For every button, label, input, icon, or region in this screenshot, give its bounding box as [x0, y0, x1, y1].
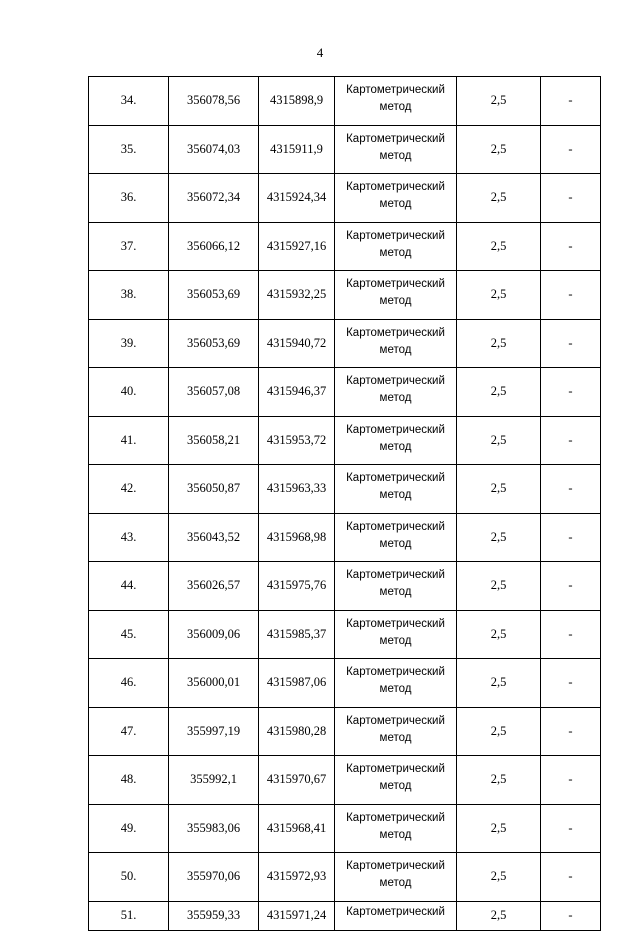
description-cell: - [541, 562, 601, 611]
table-row [89, 222, 601, 271]
accuracy-cell: 2,5 [457, 77, 541, 126]
x-coordinate-cell: 356053,69 [169, 319, 259, 368]
method-cell [335, 901, 457, 930]
method-text: метод [379, 101, 412, 113]
description-cell: - [541, 804, 601, 853]
table-row [89, 610, 601, 659]
method-text: Картометрический [346, 666, 445, 678]
method-cell [335, 756, 457, 805]
description-cell: - [541, 416, 601, 465]
method-text: метод [379, 440, 412, 453]
method-cell [335, 465, 457, 514]
accuracy-cell: 2,5 [457, 222, 541, 271]
table-row [89, 756, 601, 805]
description-cell: - [541, 174, 601, 223]
table-row [89, 562, 601, 611]
description-cell: - [541, 756, 601, 805]
table-row [89, 174, 601, 223]
x-coordinate-cell: 355997,19 [169, 707, 259, 756]
method-cell [335, 368, 457, 417]
method-text: Картометрический [346, 714, 445, 727]
x-coordinate-cell: 355992,1 [169, 756, 259, 805]
y-coordinate-cell: 4315972,93 [259, 853, 335, 902]
accuracy-cell: 2,5 [457, 416, 541, 465]
method-cell [335, 804, 457, 853]
description-cell: - [541, 271, 601, 320]
x-coordinate-cell: 355983,06 [169, 804, 259, 853]
description-cell: - [541, 465, 601, 514]
x-coordinate-cell: 356058,21 [169, 416, 259, 465]
method-text: Картометрический [346, 763, 445, 775]
method-text: метод [379, 683, 412, 695]
y-coordinate-cell: 4315940,72 [259, 319, 335, 368]
point-number-cell: 44. [89, 562, 169, 611]
method-text: Картометрический [346, 905, 445, 918]
method-text: метод [379, 731, 412, 744]
table-row [89, 513, 601, 562]
method-cell [335, 416, 457, 465]
point-number-cell: 42. [89, 465, 169, 514]
x-coordinate-cell: 356072,34 [169, 174, 259, 223]
accuracy-cell: 2,5 [457, 659, 541, 708]
table-row [89, 319, 601, 368]
x-coordinate-cell: 356050,87 [169, 465, 259, 514]
table-row [89, 271, 601, 320]
point-number-cell: 35. [89, 125, 169, 174]
x-coordinate-cell: 356026,57 [169, 562, 259, 611]
accuracy-cell: 2,5 [457, 271, 541, 320]
method-text: Картометрический [346, 472, 445, 484]
method-cell [335, 271, 457, 320]
method-text: Картометрический [346, 229, 445, 242]
y-coordinate-cell: 4315987,06 [259, 659, 335, 708]
method-cell [335, 174, 457, 223]
accuracy-cell: 2,5 [457, 756, 541, 805]
y-coordinate-cell: 4315953,72 [259, 416, 335, 465]
page-number: 4 [316, 45, 324, 60]
method-cell [335, 125, 457, 174]
method-text: Картометрический [346, 375, 445, 387]
table-row [89, 804, 601, 853]
method-text: метод [379, 343, 412, 356]
method-cell [335, 610, 457, 659]
y-coordinate-cell: 4315971,24 [259, 901, 335, 930]
x-coordinate-cell: 356057,08 [169, 368, 259, 417]
table-row [89, 659, 601, 708]
method-text: Картометрический [346, 569, 445, 581]
description-cell: - [541, 853, 601, 902]
method-text: метод [379, 586, 412, 598]
y-coordinate-cell: 4315980,28 [259, 707, 335, 756]
method-cell [335, 77, 457, 126]
method-text: метод [379, 877, 412, 889]
table-row [89, 707, 601, 756]
description-cell: - [541, 707, 601, 756]
description-cell: - [541, 368, 601, 417]
point-number-cell: 51. [89, 901, 169, 930]
y-coordinate-cell: 4315968,98 [259, 513, 335, 562]
point-number-cell: 39. [89, 319, 169, 368]
method-text: метод [379, 392, 412, 404]
method-cell [335, 222, 457, 271]
method-text: Картометрический [346, 326, 445, 339]
x-coordinate-cell: 355959,33 [169, 901, 259, 930]
accuracy-cell: 2,5 [457, 804, 541, 853]
table-row [89, 416, 601, 465]
accuracy-cell: 2,5 [457, 853, 541, 902]
point-number-cell: 40. [89, 368, 169, 417]
description-cell: - [541, 901, 601, 930]
method-cell [335, 659, 457, 708]
table-row [89, 465, 601, 514]
point-number-cell: 36. [89, 174, 169, 223]
y-coordinate-cell: 4315975,76 [259, 562, 335, 611]
description-cell: - [541, 659, 601, 708]
x-coordinate-cell: 356009,06 [169, 610, 259, 659]
description-cell: - [541, 610, 601, 659]
method-text: метод [379, 828, 412, 841]
y-coordinate-cell: 4315911,9 [259, 125, 335, 174]
point-number-cell: 49. [89, 804, 169, 853]
table-row [89, 853, 601, 902]
method-text: метод [379, 198, 412, 210]
method-text: метод [379, 149, 412, 162]
point-number-cell: 45. [89, 610, 169, 659]
table-row [89, 77, 601, 126]
method-text: Картометрический [346, 423, 445, 436]
method-text: метод [379, 780, 412, 792]
point-number-cell: 50. [89, 853, 169, 902]
y-coordinate-cell: 4315985,37 [259, 610, 335, 659]
accuracy-cell: 2,5 [457, 125, 541, 174]
method-text: Картометрический [346, 278, 445, 290]
method-text: метод [379, 246, 412, 259]
point-number-cell: 46. [89, 659, 169, 708]
table-row [89, 901, 601, 930]
point-number-cell: 34. [89, 77, 169, 126]
x-coordinate-cell: 356066,12 [169, 222, 259, 271]
y-coordinate-cell: 4315970,67 [259, 756, 335, 805]
method-text: Картометрический [346, 181, 445, 193]
method-text: Картометрический [346, 811, 445, 824]
point-number-cell: 37. [89, 222, 169, 271]
x-coordinate-cell: 356000,01 [169, 659, 259, 708]
y-coordinate-cell: 4315968,41 [259, 804, 335, 853]
x-coordinate-cell: 356078,56 [169, 77, 259, 126]
y-coordinate-cell: 4315932,25 [259, 271, 335, 320]
x-coordinate-cell: 356074,03 [169, 125, 259, 174]
point-number-cell: 41. [89, 416, 169, 465]
accuracy-cell: 2,5 [457, 610, 541, 659]
method-text: Картометрический [346, 520, 445, 533]
description-cell: - [541, 125, 601, 174]
accuracy-cell: 2,5 [457, 174, 541, 223]
method-cell [335, 562, 457, 611]
method-text: метод [379, 634, 412, 647]
y-coordinate-cell: 4315946,37 [259, 368, 335, 417]
method-text: метод [379, 295, 412, 307]
x-coordinate-cell: 355970,06 [169, 853, 259, 902]
y-coordinate-cell: 4315924,34 [259, 174, 335, 223]
method-cell [335, 707, 457, 756]
y-coordinate-cell: 4315927,16 [259, 222, 335, 271]
method-text: Картометрический [346, 132, 445, 145]
description-cell: - [541, 222, 601, 271]
accuracy-cell: 2,5 [457, 368, 541, 417]
accuracy-cell: 2,5 [457, 465, 541, 514]
point-number-cell: 43. [89, 513, 169, 562]
x-coordinate-cell: 356053,69 [169, 271, 259, 320]
method-text: метод [379, 489, 412, 501]
accuracy-cell: 2,5 [457, 562, 541, 611]
method-text: Картометрический [346, 860, 445, 872]
x-coordinate-cell: 356043,52 [169, 513, 259, 562]
point-number-cell: 38. [89, 271, 169, 320]
description-cell: - [541, 513, 601, 562]
accuracy-cell: 2,5 [457, 901, 541, 930]
method-text: Картометрический [346, 84, 445, 96]
accuracy-cell: 2,5 [457, 513, 541, 562]
coordinates-table [88, 76, 601, 931]
accuracy-cell: 2,5 [457, 707, 541, 756]
description-cell: - [541, 319, 601, 368]
y-coordinate-cell: 4315963,33 [259, 465, 335, 514]
method-cell [335, 853, 457, 902]
table-row [89, 125, 601, 174]
method-cell [335, 513, 457, 562]
method-text: метод [379, 537, 412, 550]
table-row [89, 368, 601, 417]
y-coordinate-cell: 4315898,9 [259, 77, 335, 126]
table-body [89, 77, 601, 931]
method-text: Картометрический [346, 617, 445, 630]
description-cell: - [541, 77, 601, 126]
method-cell [335, 319, 457, 368]
point-number-cell: 47. [89, 707, 169, 756]
accuracy-cell: 2,5 [457, 319, 541, 368]
point-number-cell: 48. [89, 756, 169, 805]
